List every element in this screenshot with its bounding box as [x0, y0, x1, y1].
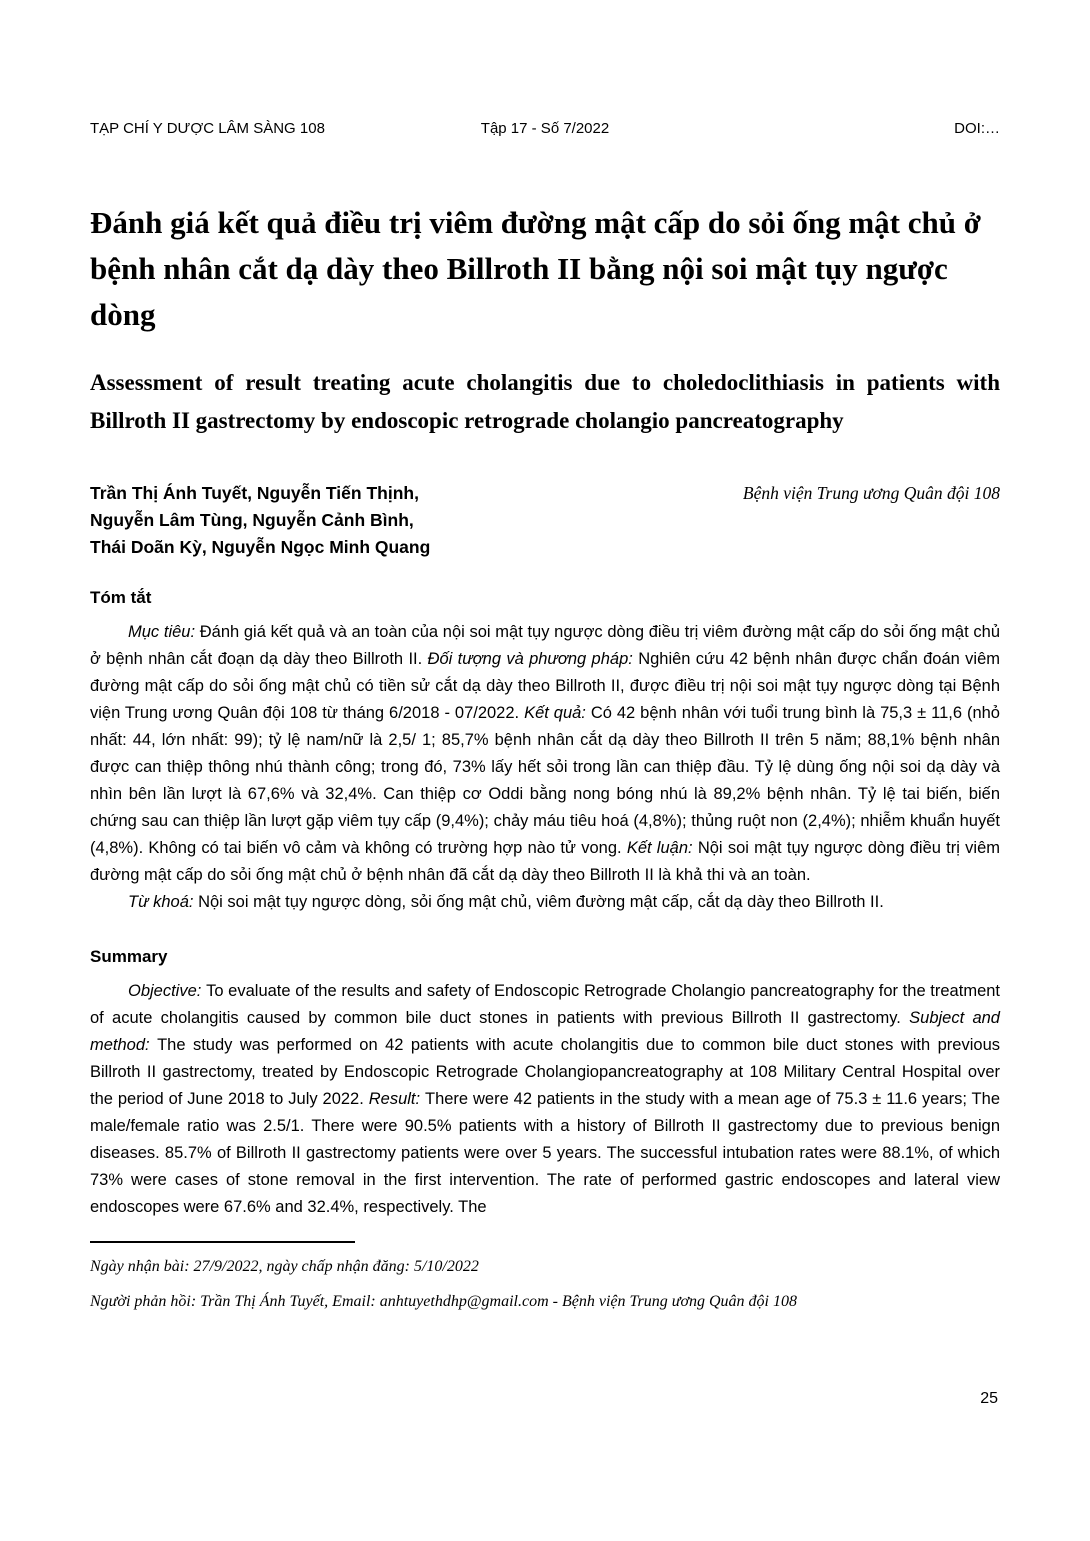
- section-heading-summary: Summary: [90, 947, 168, 967]
- received-dates: Ngày nhận bài: 27/9/2022, ngày chấp nhận đăng: 5/10/2022: [90, 1258, 479, 1276]
- footnote-divider: [90, 1241, 355, 1243]
- author-line: Nguyễn Lâm Tùng, Nguyễn Cảnh Bình,: [90, 510, 414, 530]
- abstract-vietnamese: Mục tiêu: Đánh giá kết quả và an toàn của nội soi mật tụy ngược dòng điều trị viêm đường mật cấp do sỏi ống mật chủ ở bệnh nhân cắt đoạn dạ dày theo Billroth II. Đối tượng và phương pháp: Nghiên cứu 42 bệnh nhân được chẩn đoán viêm đường mật cấp do sỏi ống mật chủ có tiền sử cắt dạ dày theo Billroth II, được điều trị nội soi mật tụy ngược dòng tại Bệnh viện Trung ương Quân đội 108 từ tháng 6/2018 - 07/2022. Kết quả: Có 42 bệnh nhân với tuổi trung bình là 75,3 ± 11,6 (nhỏ nhất: 44, lớn nhất: 99); tỷ lệ nam/nữ là 2,5/ 1; 85,7% bệnh nhân cắt dạ dày theo Billroth II trên 5 năm; 88,1% bệnh nhân được can thiệp thông nhú thành công; trong đó, 73% lấy hết sỏi trong lần can thiệp đầu. Tỷ lệ dùng ống nội soi dạ dày và nhìn bên lần lượt là 67,6% và 32,4%. Can thiệp cơ Oddi bằng nong bóng nhú là 89,2% bệnh nhân. Tỷ lệ tai biến, biến chứng sau can thiệp lần lượt gặp viêm tụy cấp (9,4%); chảy máu tiêu hoá (4,8%); thủng ruột non (2,4%); nhiễm khuẩn huyết (4,8%). Không có tai biến vô cảm và không có trường hợp nào tử vong. Kết luận: Nội soi mật tụy ngược dòng điều trị viêm đường mật cấp do sỏi ống mật chủ ở bệnh nhân đã cắt dạ dày theo Billroth II là khả thi và an toàn.: [90, 623, 1000, 885]
- doi-label: DOI:…: [954, 120, 1000, 137]
- author-line: Trần Thị Ánh Tuyết, Nguyễn Tiến Thịnh,: [90, 483, 419, 503]
- affiliation: Bệnh viện Trung ương Quân đội 108: [742, 483, 1000, 503]
- keywords-vietnamese: Từ khoá: Nội soi mật tụy ngược dòng, sỏi ống mật chủ, viêm đường mật cấp, cắt dạ dày theo Billroth II.: [128, 893, 884, 912]
- corresponding-author: Người phản hồi: Trần Thị Ánh Tuyết, Email: anhtuyethdhp@gmail.com - Bệnh viện Trung ương Quân đội 108: [90, 1292, 797, 1310]
- author-line: Thái Doãn Kỳ, Nguyễn Ngọc Minh Quang: [90, 537, 431, 557]
- section-heading-abstract-vi: Tóm tắt: [90, 588, 152, 607]
- byline: [90, 480, 1000, 561]
- author-list: [90, 480, 430, 561]
- article-title-vietnamese: Đánh giá kết quả điều trị viêm đường mật cấp do sỏi ống mật chủ ở bệnh nhân cắt dạ dày theo Billroth II bằng nội soi mật tụy ngược dòng: [90, 205, 981, 332]
- abstract-english: Objective: To evaluate of the results and safety of Endoscopic Retrograde Cholangio pancreatography for the treatment of acute cholangitis caused by common bile duct stones in patients with previous Billroth II gastrectomy. Subject and method: The study was performed on 42 patients with acute cholangitis due to common bile duct stones with previous Billroth II gastrectomy, treated by Endoscopic Retrograde Cholangiopancreatography at 108 Military Central Hospital over the period of June 2018 to July 2022. Result: There were 42 patients in the study with a mean age of 75.3 ± 11.6 years; The male/female ratio was 2.5/1. There were 90.5% patients with a history of Billroth II gastrectomy due to previous benign diseases. 85.7% of Billroth II gastrectomy patients were over 5 years. The successful intubation rates were 88.1%, of which 73% were cases of stone removal in the first intervention. The rate of performed gastric endoscopes and lateral view endoscopes were 67.6% and 32.4%, respectively. The: [90, 982, 1001, 1217]
- journal-name: TẠP CHÍ Y DƯỢC LÂM SÀNG 108: [90, 120, 325, 137]
- page-number: 25: [980, 1390, 998, 1407]
- page-header: [90, 120, 1000, 138]
- article-title-english: Assessment of result treating acute cholangitis due to choledoclithiasis in patients with Billroth II gastrectomy by endoscopic retrograde cholangio pancreatography: [90, 370, 1000, 433]
- issue-info: Tập 17 - Số 7/2022: [480, 120, 610, 137]
